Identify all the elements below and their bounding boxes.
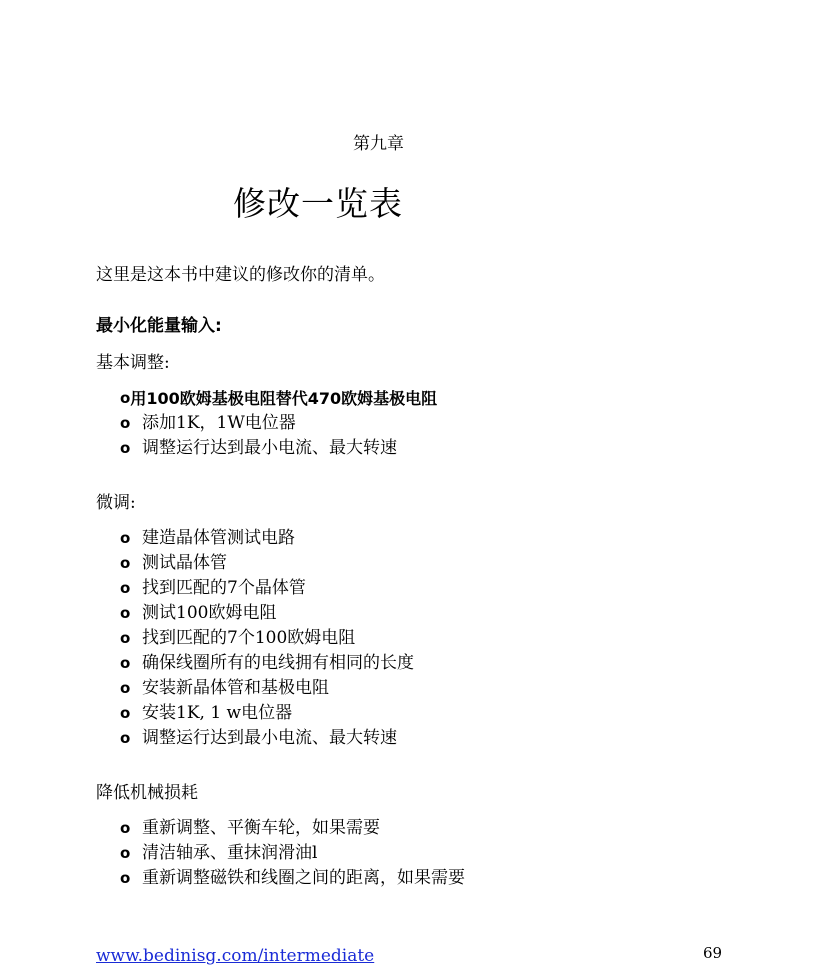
- list-item: [120, 411, 437, 436]
- bullet-icon: o: [120, 729, 131, 747]
- list-item: [120, 551, 414, 576]
- bullet-icon: o: [120, 679, 131, 697]
- list-item-text: 安装新晶体管和基极电阻: [142, 678, 329, 698]
- list-item-text: 找到匹配的7个晶体管: [142, 578, 306, 598]
- bullet-icon: o: [120, 869, 131, 887]
- bullet-icon: o: [120, 844, 131, 862]
- list-item: [120, 626, 414, 651]
- list-item-text: 确保线圈所有的电线拥有相同的长度: [142, 653, 414, 673]
- list-item-text: 调整运行达到最小电流、最大转速: [142, 438, 397, 458]
- list-item-text: 测试100欧姆电阻: [142, 603, 277, 623]
- chapter-label: 第九章: [353, 134, 404, 154]
- page-number: 69: [703, 944, 723, 962]
- bullet-icon: o: [120, 819, 131, 837]
- list-item: [120, 576, 414, 601]
- list-item: [120, 841, 465, 866]
- list-item-text: 找到匹配的7个100欧姆电阻: [142, 628, 356, 648]
- list-item: [120, 726, 414, 751]
- list-item: [120, 601, 414, 626]
- footer-website-link[interactable]: www.bedinisg.com/intermediate: [96, 946, 375, 966]
- bullet-icon: o: [120, 439, 131, 457]
- list-mechanical: [120, 816, 465, 891]
- list-item-text: 调整运行达到最小电流、最大转速: [142, 728, 397, 748]
- bullet-icon: o: [120, 529, 131, 547]
- subsection-heading-basic: 基本调整:: [96, 353, 170, 373]
- list-item-text: 测试晶体管: [142, 553, 227, 573]
- list-fine: [120, 526, 414, 751]
- list-item: [120, 816, 465, 841]
- list-item-text: 添加1K，1W电位器: [142, 413, 296, 433]
- intro-paragraph: 这里是这本书中建议的修改你的清单。: [96, 265, 385, 285]
- bullet-icon: o: [120, 579, 131, 597]
- list-item: [120, 866, 465, 891]
- list-item-text: 重新调整、平衡车轮，如果需要: [142, 818, 380, 838]
- bullet-icon: o: [120, 629, 131, 647]
- list-item-text: 安装1K, 1 w电位器: [142, 703, 293, 723]
- bullet-icon: o: [120, 414, 131, 432]
- list-item: [120, 386, 437, 411]
- list-item: [120, 701, 414, 726]
- bullet-icon: o: [120, 389, 131, 407]
- list-item: [120, 651, 414, 676]
- subsection-heading-fine: 微调:: [96, 493, 136, 513]
- page-title: 修改一览表: [233, 184, 403, 223]
- bullet-icon: o: [120, 704, 131, 722]
- list-item-text: 重新调整磁铁和线圈之间的距离，如果需要: [142, 868, 465, 888]
- subsection-heading-mechanical: 降低机械损耗: [96, 783, 198, 803]
- section-heading: 最小化能量输入:: [96, 316, 222, 336]
- list-item-text: 建造晶体管测试电路: [142, 528, 295, 548]
- bullet-icon: o: [120, 554, 131, 572]
- list-item-text: 用100欧姆基极电阻替代470欧姆基极电阻: [130, 389, 438, 408]
- list-basic: [120, 386, 437, 461]
- list-item: [120, 436, 437, 461]
- bullet-icon: o: [120, 654, 131, 672]
- bullet-icon: o: [120, 604, 131, 622]
- list-item: [120, 676, 414, 701]
- list-item: [120, 526, 414, 551]
- list-item-text: 清洁轴承、重抹润滑油l: [142, 843, 318, 863]
